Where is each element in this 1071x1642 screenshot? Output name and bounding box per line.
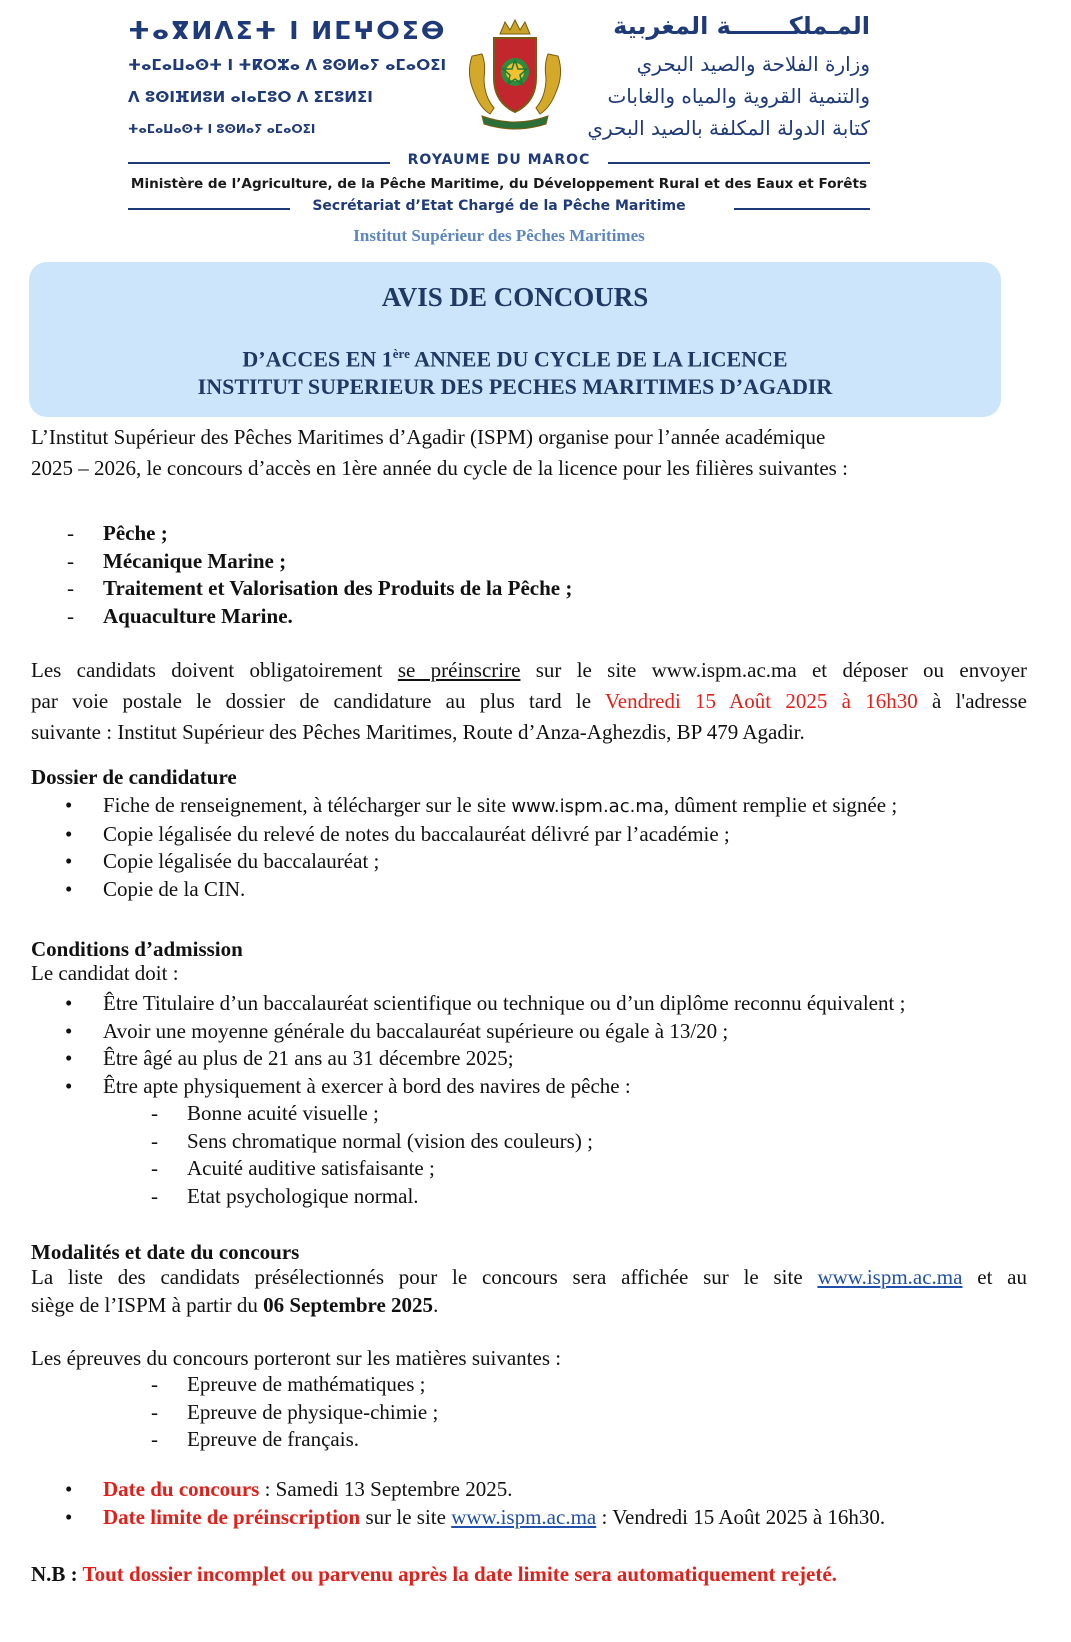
institut-label: Institut Supérieur des Pêches Maritimes	[353, 226, 645, 245]
list-item	[31, 1476, 885, 1504]
preinscription-text: se préinscrire	[397, 658, 521, 682]
list-item: • Copie légalisée du relevé de notes du baccalauréat délivré par l’académie ;	[31, 821, 897, 849]
text: La liste des candidats présélectionnés pour le concours sera affichée sur le site	[31, 1265, 818, 1289]
epreuves-intro: Les épreuves du concours porteront sur les matières suivantes :	[31, 1346, 562, 1370]
inscription-line-3: suivante : Institut Supérieur des Pêches Maritimes, Route d’Anza-Aghezdis, BP 479 Agadir.	[31, 720, 805, 744]
nb-label: N.B :	[31, 1562, 83, 1586]
list-item: - Bonne acuité visuelle ;	[31, 1100, 593, 1128]
tifinagh-line-2: ⵜⴰⵎⴰⵡⴰⵙⵜ ⵏ ⵜⴽⵔⵣⴰ ⴷ ⵓⵙⵍⴰⵢ ⴰⵎⴰⵔⵉⵏ	[128, 56, 447, 74]
list-item: - Mécanique Marine ;	[31, 548, 572, 576]
list-item: - Etat psychologique normal.	[31, 1183, 593, 1211]
intro-paragraph	[31, 422, 1027, 484]
banner-subtitle-2: INSTITUT SUPERIEUR DES PECHES MARITIMES D’AGADIR	[197, 374, 833, 399]
subtitle-pre: D’ACCES EN 1	[242, 346, 393, 372]
text: à l'adresse	[917, 689, 1027, 713]
arabic-line-1: المـملكـــــــة المغربية	[613, 12, 870, 40]
inscription-paragraph	[31, 655, 1027, 748]
royaume-row	[128, 152, 870, 174]
text: et au	[962, 1265, 1027, 1289]
banner-title: AVIS DE CONCOURS	[381, 282, 649, 312]
ispm-link[interactable]: www.ispm.ac.ma	[451, 1504, 597, 1529]
list-item: - Aquaculture Marine.	[31, 603, 572, 631]
list-item: • Copie légalisée du baccalauréat ;	[31, 848, 897, 876]
inscription-line-1	[31, 655, 1027, 686]
modalites-heading: Modalités et date du concours	[31, 1240, 300, 1264]
conditions-intro: Le candidat doit :	[31, 961, 179, 985]
subtitle-post: ANNEE DU CYCLE DE LA LICENCE	[409, 346, 788, 372]
modalites-line-2	[31, 1291, 1027, 1319]
text: Fiche de renseignement, à télécharger sur le site	[103, 793, 512, 817]
text: sur le site www.ispm.ac.ma et déposer ou envoyer	[520, 658, 1028, 682]
royaume-label: ROYAUME DU MAROC	[407, 152, 591, 168]
list-item: • Avoir une moyenne générale du baccalauréat supérieure ou égale à 13/20 ;	[31, 1018, 905, 1046]
banner-subtitle-1	[29, 346, 1001, 372]
text: sur le site	[360, 1504, 452, 1529]
list-item: - Acuité auditive satisfaisante ;	[31, 1155, 593, 1183]
list-item	[31, 1504, 885, 1532]
text: siège de l’ISPM à partir du	[31, 1293, 264, 1317]
subtitle-sup: ère	[392, 346, 410, 361]
ispm-link[interactable]: www.ispm.ac.ma	[817, 1265, 963, 1289]
arabic-line-2: وزارة الفلاحة والصيد البحري	[636, 52, 870, 76]
list-item: - Epreuve de physique-chimie ;	[31, 1399, 438, 1427]
divider	[734, 208, 870, 210]
text: .	[433, 1293, 439, 1317]
tifinagh-line-1: ⵜⴰⴳⵍⴷⵉⵜ ⵏ ⵍⵎⵖⵔⵉⴱ	[128, 16, 447, 45]
letterhead	[128, 8, 870, 245]
text: par voie postale le dossier de candidature au plus tard le	[31, 689, 605, 713]
conditions-list	[31, 990, 905, 1100]
text: , dûment remplie et signée ;	[663, 793, 898, 817]
filieres-list	[31, 520, 572, 630]
arabic-line-3: والتنمية القروية والمياه والغابات	[607, 84, 870, 108]
secretariat-row	[128, 198, 870, 220]
modalites-paragraph	[31, 1263, 1027, 1319]
list-item: - Traitement et Valorisation des Produits de la Pêche ;	[31, 575, 572, 603]
ministere-label: Ministère de l’Agriculture, de la Pêche Maritime, du Développement Rural et des Eaux et Forêts	[130, 176, 868, 192]
conditions-heading: Conditions d’admission	[31, 937, 243, 961]
modalites-line-1	[31, 1263, 1027, 1291]
inscription-line-2	[31, 686, 1027, 717]
dossier-list	[31, 792, 897, 903]
tifinagh-line-3: ⴷ ⵓⵙⵏⴼⵍⵓⵍ ⴰⵏⴰⵎⵓⵔ ⴷ ⵉⵎⵓⵍⵉⵏ	[128, 88, 373, 106]
coat-of-arms-icon	[460, 16, 570, 131]
list-item: - Sens chromatique normal (vision des couleurs) ;	[31, 1128, 593, 1156]
deadline-text: Vendredi 15 Août 2025 à 16h30	[604, 689, 918, 713]
aptitude-list	[31, 1100, 593, 1210]
nb-note	[31, 1562, 837, 1587]
nb-text: Tout dossier incomplet ou parvenu après la date limite sera automatiquement rejeté.	[82, 1562, 837, 1586]
date-value: : Samedi 13 Septembre 2025.	[259, 1477, 513, 1501]
epreuves-list	[31, 1371, 438, 1454]
text: Les candidats doivent obligatoirement	[31, 658, 398, 682]
intro-line-2: 2025 – 2026, le concours d’accès en 1ère année du cycle de la licence pour les filières suivantes :	[31, 456, 848, 480]
list-item: • Copie de la CIN.	[31, 876, 897, 904]
list-item: • Être Titulaire d’un baccalauréat scientifique ou technique ou d’un diplôme reconnu équivalent ;	[31, 990, 905, 1018]
list-item: • Être apte physiquement à exercer à bord des navires de pêche :	[31, 1073, 905, 1101]
divider	[608, 162, 870, 164]
list-item: • Être âgé au plus de 21 ans au 31 décembre 2025;	[31, 1045, 905, 1073]
list-item: - Epreuve de mathématiques ;	[31, 1371, 438, 1399]
title-banner	[29, 262, 1001, 417]
list-item: - Pêche ;	[31, 520, 572, 548]
text: : Vendredi 15 Août 2025 à 16h30.	[596, 1504, 886, 1529]
limite-label: Date limite de préinscription	[103, 1504, 361, 1529]
date-label: Date du concours	[103, 1477, 260, 1501]
intro-line-1: L’Institut Supérieur des Pêches Maritimes d’Agadir (ISPM) organise pour l’année académique	[31, 425, 826, 449]
arabic-line-4: كتابة الدولة المكلفة بالصيد البحري	[587, 116, 870, 140]
secretariat-label: Secrétariat d’Etat Chargé de la Pêche Maritime	[312, 198, 686, 214]
date-text: 06 Septembre 2025	[263, 1293, 434, 1317]
site-text: www.ispm.ac.ma	[511, 796, 664, 817]
list-item	[31, 792, 897, 821]
tifinagh-line-4: ⵜⴰⵎⴰⵡⴰⵙⵜ ⵏ ⵓⵙⵍⴰⵢ ⴰⵎⴰⵔⵉⵏ	[128, 122, 316, 136]
dates-list	[31, 1476, 885, 1531]
dossier-heading: Dossier de candidature	[31, 765, 237, 789]
list-item: - Epreuve de français.	[31, 1426, 438, 1454]
